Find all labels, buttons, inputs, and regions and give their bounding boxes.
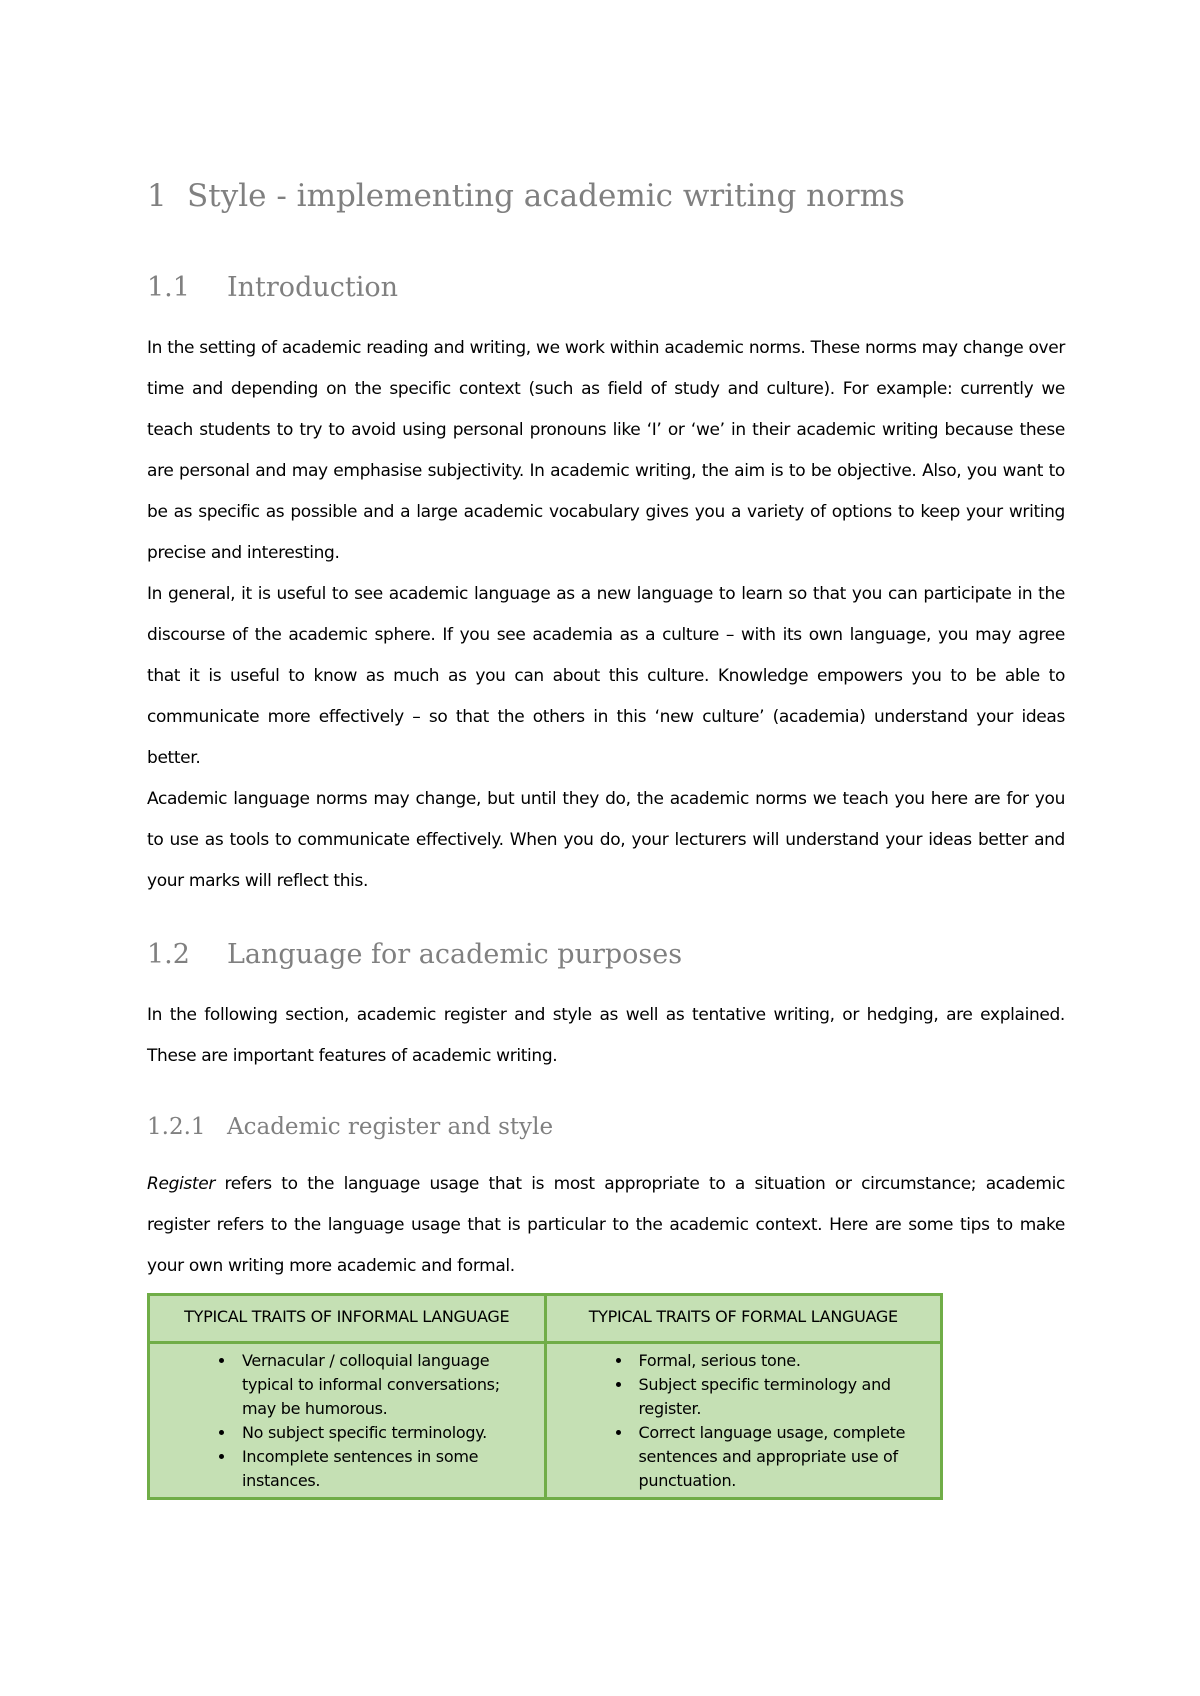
informal-traits-cell [149,1343,546,1499]
informal-trait-item: • Incomplete sentences in some instances. [236,1445,534,1493]
intro-paragraph-3: Academic language norms may change, but until they do, the academic norms we teach you here are for you to use as tools to communicate effectively. When you do, your lecturers will understand your ideas better and your marks will reflect this. [147,789,1065,891]
heading-1 [147,178,905,214]
heading-1-number: 1 [147,178,167,214]
heading-register-style-number: 1.2.1 [147,1114,206,1140]
register-paragraph-text: refers to the language usage that is most appropriate to a situation or circumstance; academic register refers to the language usage that is particular to the academic context. Here are some tips to make your own writing more academic and formal. [147,1174,1065,1276]
informal-trait-item: • No subject specific terminology. [236,1421,534,1445]
heading-introduction-number: 1.1 [147,272,190,303]
formal-trait-item: • Correct language usage, complete sentences and appropriate use of punctuation. [633,1421,931,1493]
intro-paragraph-1: In the setting of academic reading and writing, we work within academic norms. These norms may change over time and depending on the specific context (such as field of study and culture). For example: currently we teach students to try to avoid using personal pronouns like ‘I’ or ‘we’ in their academic writing because these are personal and may emphasise subjectivity. In academic writing, the aim is to be objective. Also, you want to be as specific as possible and a large academic vocabulary gives you a variety of options to keep your writing precise and interesting. [147,338,1065,563]
formal-traits-cell [545,1343,942,1499]
intro-paragraph-2: In general, it is useful to see academic language as a new language to learn so that you can participate in the discourse of the academic sphere. If you see academia as a culture – with its own language, you may agree that it is useful to know as much as you can about this culture. Knowledge empowers you to be able to communicate more effectively – so that the others in this ‘new culture’ (academia) understand your ideas better. [147,584,1065,768]
formal-trait-item: • Formal, serious tone. [633,1349,931,1373]
heading-language-purposes-title: Language for academic purposes [227,939,683,970]
heading-introduction-title: Introduction [227,272,398,303]
heading-1-title: Style - implementing academic writing norms [187,178,905,214]
formal-trait-item: • Subject specific terminology and register. [633,1373,931,1421]
informal-header: TYPICAL TRAITS OF INFORMAL LANGUAGE [149,1295,546,1343]
heading-register-style [147,1114,553,1140]
heading-register-style-title: Academic register and style [227,1114,554,1140]
traits-table [147,1293,943,1500]
language-purposes-paragraph: In the following section, academic register and style as well as tentative writing, or hedging, are explained. These are important features of academic writing. [147,1005,1065,1066]
informal-trait-item: • Vernacular / colloquial language typical to informal conversations; may be humorous. [236,1349,534,1421]
formal-traits-list [557,1349,931,1493]
register-paragraph [147,1164,1065,1287]
formal-header: TYPICAL TRAITS OF FORMAL LANGUAGE [545,1295,942,1343]
traits-table-row [149,1343,942,1499]
heading-introduction [147,272,398,303]
heading-language-purposes [147,939,682,970]
traits-table-header-row [149,1295,942,1343]
register-term: Register [147,1174,215,1194]
informal-traits-list [160,1349,534,1493]
heading-language-purposes-number: 1.2 [147,939,190,970]
